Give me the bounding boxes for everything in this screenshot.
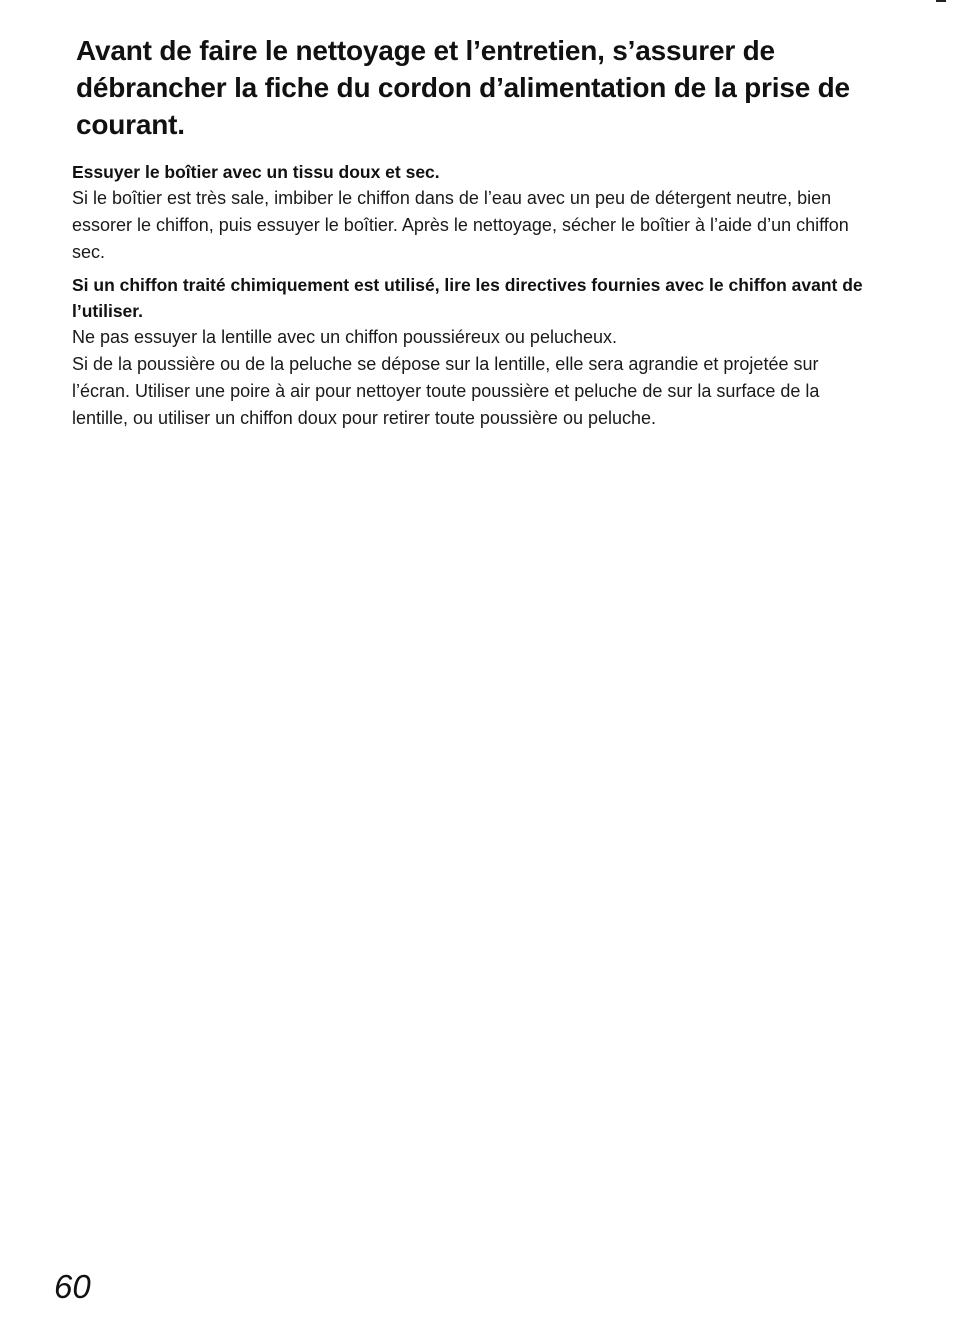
section-lens-body-1: Ne pas essuyer la lentille avec un chiffon poussiéreux ou pelucheux.: [72, 327, 618, 347]
main-content: [72, 32, 872, 438]
section-housing-title: Essuyer le boîtier avec un tissu doux et sec.: [72, 162, 440, 182]
section-lens-body-2: Si de la poussière ou de la peluche se dépose sur la lentille, elle sera agrandie et projetée sur l’écran. Utiliser une poire à air pour nettoyer toute poussière et peluche de sur la surface de la lentille, ou utiliser un chiffon doux pour retirer toute poussière ou peluche.: [72, 354, 820, 428]
page-heading: Avant de faire le nettoyage et l’entretien, s’assurer de débrancher la fiche du cordon d’alimentation de la prise de courant.: [76, 35, 850, 140]
section-housing-body: Si le boîtier est très sale, imbiber le chiffon dans de l’eau avec un peu de détergent neutre, bien essorer le chiffon, puis essuyer le boîtier. Après le nettoyage, sécher le boîtier à l’aide d’un chiffon sec.: [72, 188, 849, 262]
page-number: 60: [54, 1268, 91, 1305]
section-lens: [72, 272, 872, 432]
corner-mark: [936, 0, 946, 2]
section-lens-title: Si un chiffon traité chimiquement est utilisé, lire les directives fournies avec le chiffon avant de l’utiliser.: [72, 275, 863, 321]
section-housing: [72, 159, 872, 266]
